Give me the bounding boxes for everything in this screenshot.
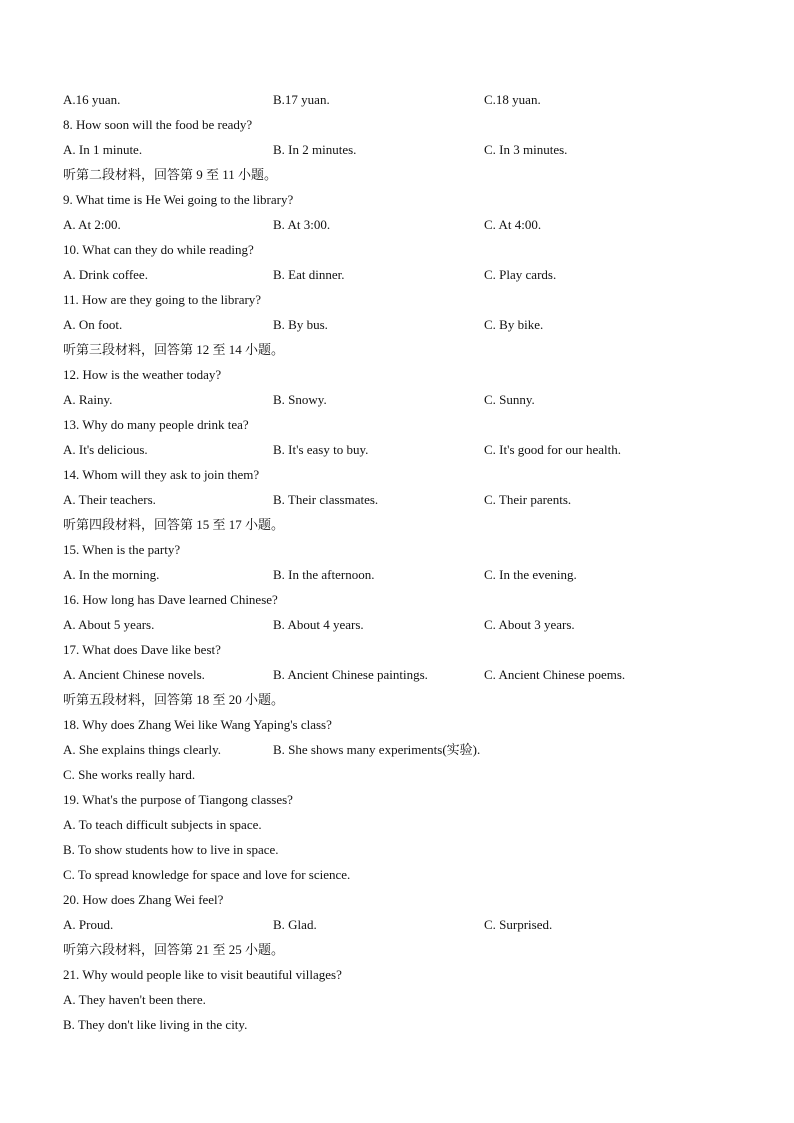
options-row <box>63 662 743 687</box>
options-row <box>63 212 743 237</box>
option-a: A. In the morning. <box>63 567 160 582</box>
option-c: C. In 3 minutes. <box>484 142 568 157</box>
option-b: B. By bus. <box>273 317 328 332</box>
question-text: 13. Why do many people drink tea? <box>63 417 249 432</box>
question-text: 10. What can they do while reading? <box>63 242 254 257</box>
question-text: B. They don't like living in the city. <box>63 1017 248 1032</box>
options-row <box>63 262 743 287</box>
question-text: 21. Why would people like to visit beautiful villages? <box>63 967 342 982</box>
question-text: 20. How does Zhang Wei feel? <box>63 892 224 907</box>
option-b: B. In 2 minutes. <box>273 142 357 157</box>
option-b: B. At 3:00. <box>273 217 331 232</box>
option-c: C. It's good for our health. <box>484 442 622 457</box>
options-row <box>63 87 743 112</box>
question-text: 9. What time is He Wei going to the library? <box>63 192 294 207</box>
option-a: A. Ancient Chinese novels. <box>63 667 205 682</box>
options-row <box>63 562 743 587</box>
option-c: C. In the evening. <box>484 567 577 582</box>
question-text: B. To show students how to live in space. <box>63 842 279 857</box>
option-c: C. By bike. <box>484 317 544 332</box>
option-b: B. Eat dinner. <box>273 267 345 282</box>
options-row <box>63 737 743 762</box>
question-text: A. To teach difficult subjects in space. <box>63 817 262 832</box>
option-b: B. Their classmates. <box>273 492 379 507</box>
section-heading: 听第三段材料，回答第 12 至 14 小题。 <box>63 342 285 357</box>
option-a: A. Rainy. <box>63 392 113 407</box>
option-a: A. On foot. <box>63 317 123 332</box>
section-heading: 听第六段材料，回答第 21 至 25 小题。 <box>63 942 285 957</box>
option-c: C. Surprised. <box>484 917 553 932</box>
options-row <box>63 137 743 162</box>
question-text: 16. How long has Dave learned Chinese? <box>63 592 278 607</box>
question-list <box>63 87 743 1037</box>
question-text: 19. What's the purpose of Tiangong classes? <box>63 792 293 807</box>
option-a: A. Their teachers. <box>63 492 156 507</box>
section-heading: 听第四段材料，回答第 15 至 17 小题。 <box>63 517 285 532</box>
option-c: C. About 3 years. <box>484 617 575 632</box>
section-heading: 听第二段材料，回答第 9 至 11 小题。 <box>63 167 278 182</box>
options-row <box>63 387 743 412</box>
section-heading: 听第五段材料，回答第 18 至 20 小题。 <box>63 692 285 707</box>
question-text: 18. Why does Zhang Wei like Wang Yaping's class? <box>63 717 332 732</box>
option-b: B. About 4 years. <box>273 617 364 632</box>
exam-page <box>63 87 743 1037</box>
question-text: C. She works really hard. <box>63 767 196 782</box>
question-text: C. To spread knowledge for space and love for science. <box>63 867 351 882</box>
option-a: A. About 5 years. <box>63 617 155 632</box>
option-a: A. It's delicious. <box>63 442 148 457</box>
option-a: A. In 1 minute. <box>63 142 143 157</box>
option-a: A. Proud. <box>63 917 114 932</box>
option-a: A. At 2:00. <box>63 217 121 232</box>
option-b: B. Ancient Chinese paintings. <box>273 667 428 682</box>
question-text: 12. How is the weather today? <box>63 367 222 382</box>
option-b: B. In the afternoon. <box>273 567 375 582</box>
options-row <box>63 612 743 637</box>
question-text: 15. When is the party? <box>63 542 181 557</box>
question-text: A. They haven't been there. <box>63 992 206 1007</box>
option-a: A. Drink coffee. <box>63 267 148 282</box>
option-a: A.16 yuan. <box>63 92 121 107</box>
option-b: B.17 yuan. <box>273 92 330 107</box>
option-b: B. It's easy to buy. <box>273 442 369 457</box>
options-row <box>63 312 743 337</box>
option-c: C. Their parents. <box>484 492 572 507</box>
options-row <box>63 912 743 937</box>
option-b: B. Glad. <box>273 917 317 932</box>
option-c: C. At 4:00. <box>484 217 542 232</box>
options-row <box>63 437 743 462</box>
option-b: B. Snowy. <box>273 392 327 407</box>
option-c: C.18 yuan. <box>484 92 541 107</box>
option-c: C. Play cards. <box>484 267 557 282</box>
options-row <box>63 487 743 512</box>
option-a: A. She explains things clearly. <box>63 742 222 757</box>
option-b: B. She shows many experiments(实验). <box>273 742 481 757</box>
option-c: C. Sunny. <box>484 392 535 407</box>
option-c: C. Ancient Chinese poems. <box>484 667 626 682</box>
question-text: 14. Whom will they ask to join them? <box>63 467 260 482</box>
question-text: 11. How are they going to the library? <box>63 292 262 307</box>
question-text: 17. What does Dave like best? <box>63 642 221 657</box>
question-text: 8. How soon will the food be ready? <box>63 117 253 132</box>
